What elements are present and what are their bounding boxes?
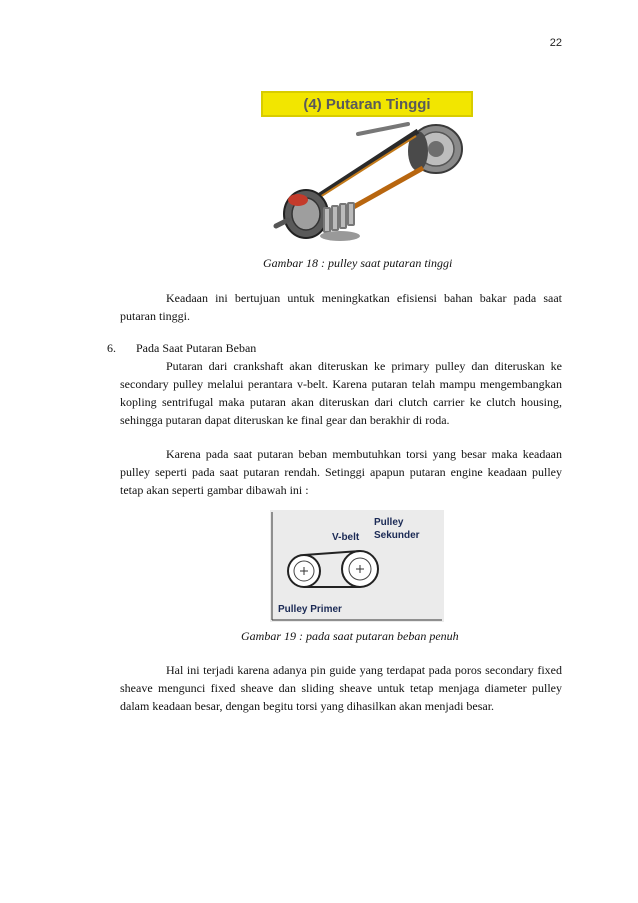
label-pulley-primer: Pulley Primer	[278, 604, 342, 615]
paragraph-load-rotation: Putaran dari crankshaft akan diteruskan ke primary pulley dan diteruskan ke secondary pulley melalui perantara v-belt. Karena putaran telah mampu mengembangkan kopling sentrifugal maka putaran akan diteruskan dari clutch carrier ke clutch housing, sehingga putaran dapat diteruskan ke final gear dan berakhir di roda.	[120, 359, 562, 427]
section-title: Pada Saat Putaran Beban	[136, 341, 257, 355]
figure-high-rpm-pulley	[258, 88, 476, 246]
figure-banner: (4) Putaran Tinggi	[261, 91, 473, 117]
figure-full-load-pulley	[270, 510, 444, 622]
pulley-cvt-illustration	[258, 116, 476, 246]
page-number: 22	[549, 37, 562, 49]
label-sekunder: Sekunder	[374, 530, 420, 541]
figure-18-caption: Gambar 18 : pulley saat putaran tinggi	[263, 256, 453, 270]
label-vbelt: V-belt	[332, 532, 360, 543]
label-pulley: Pulley	[374, 517, 404, 528]
figure-19-caption: Gambar 19 : pada saat putaran beban penuh	[241, 629, 459, 643]
paragraph-torque: Karena pada saat putaran beban membutuhkan torsi yang besar maka keadaan pulley seperti pada saat putaran rendah. Setinggi apapun putaran engine keadaan pulley tetap akan seperti gambar dibawah ini :	[120, 447, 562, 497]
list-number: 6.	[107, 341, 116, 355]
paragraph-pin-guide: Hal ini terjadi karena adanya pin guide yang terdapat pada poros secondary fixed sheave mengunci fixed sheave dan sliding sheave untuk tetap menjaga diameter pulley dalam keadaan besar, dengan begitu torsi yang dihasilkan akan menjadi besar.	[120, 663, 562, 713]
paragraph-efficiency: Keadaan ini bertujuan untuk meningkatkan efisiensi bahan bakar pada saat putaran tinggi.	[120, 291, 562, 323]
